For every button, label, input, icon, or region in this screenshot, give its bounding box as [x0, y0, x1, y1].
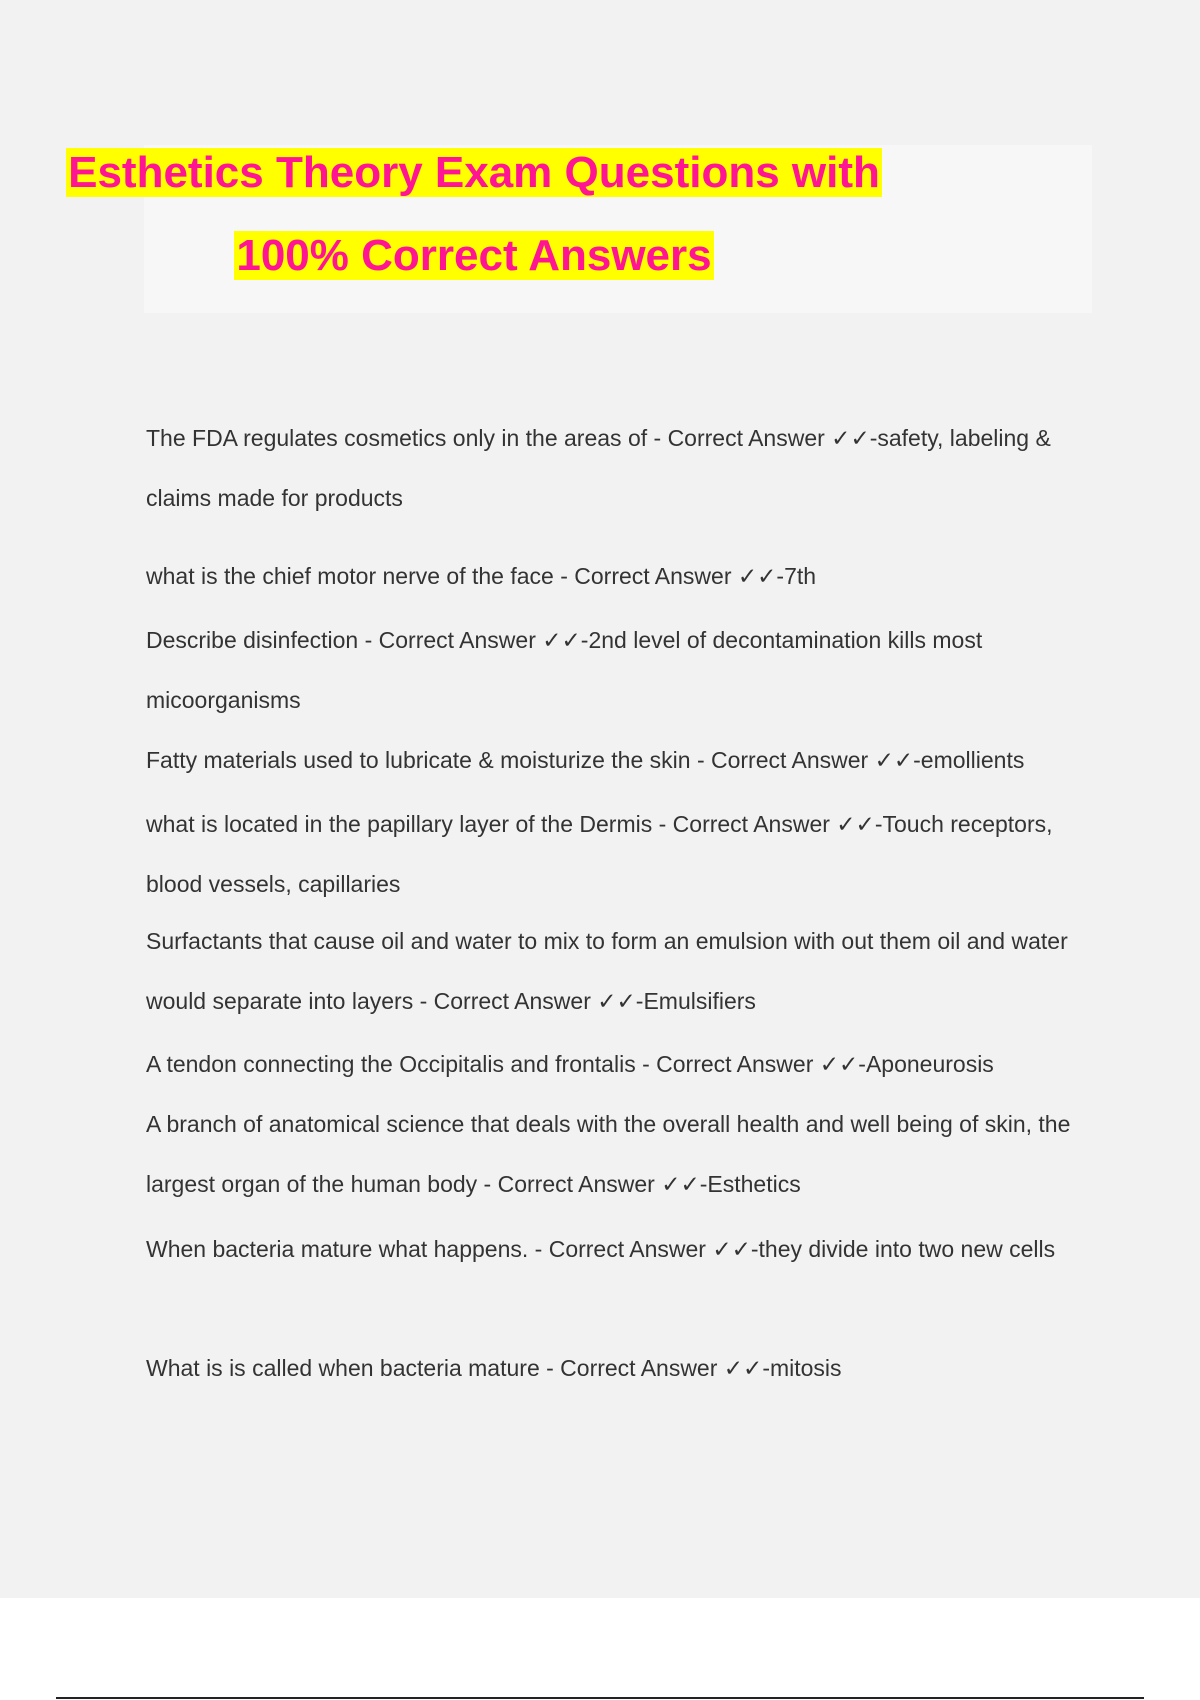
qa-item-emollients: Fatty materials used to lubricate & moisturize the skin - Correct Answer ✓✓-emollients [146, 747, 1025, 773]
document-title-line-1 [0, 145, 948, 201]
document-title-line-2 [0, 228, 948, 284]
qa-item-disinfection: Describe disinfection - Correct Answer ✓✓-2nd level of decontamination kills most micoorganisms [146, 627, 983, 713]
qa-item-papillary-layer: what is located in the papillary layer of the Dermis - Correct Answer ✓✓-Touch receptors, blood vessels, capillaries [146, 811, 1053, 897]
qa-item-bacteria-mature: When bacteria mature what happens. - Correct Answer ✓✓-they divide into two new cells [146, 1236, 1056, 1262]
qa-item-esthetics: A branch of anatomical science that deals with the overall health and well being of skin, the largest organ of the human body - Correct Answer ✓✓-Esthetics [146, 1111, 1071, 1197]
footer-rule [56, 1697, 1144, 1699]
title-highlight-2: 100% Correct Answers [236, 231, 712, 280]
qa-item-mitosis: What is is called when bacteria mature - Correct Answer ✓✓-mitosis [146, 1355, 842, 1381]
title-highlight-1: Esthetics Theory Exam Questions with [68, 148, 880, 197]
qa-item-emulsifiers: Surfactants that cause oil and water to mix to form an emulsion with out them oil and water would separate into layers - Correct Answer ✓✓-Emulsifiers [146, 928, 1068, 1014]
qa-item-motor-nerve: what is the chief motor nerve of the face - Correct Answer ✓✓-7th [146, 563, 817, 589]
qa-item-fda: The FDA regulates cosmetics only in the areas of - Correct Answer ✓✓-safety, labeling & claims made for products [146, 425, 1051, 511]
qa-item-aponeurosis: A tendon connecting the Occipitalis and frontalis - Correct Answer ✓✓-Aponeurosis [146, 1051, 994, 1077]
